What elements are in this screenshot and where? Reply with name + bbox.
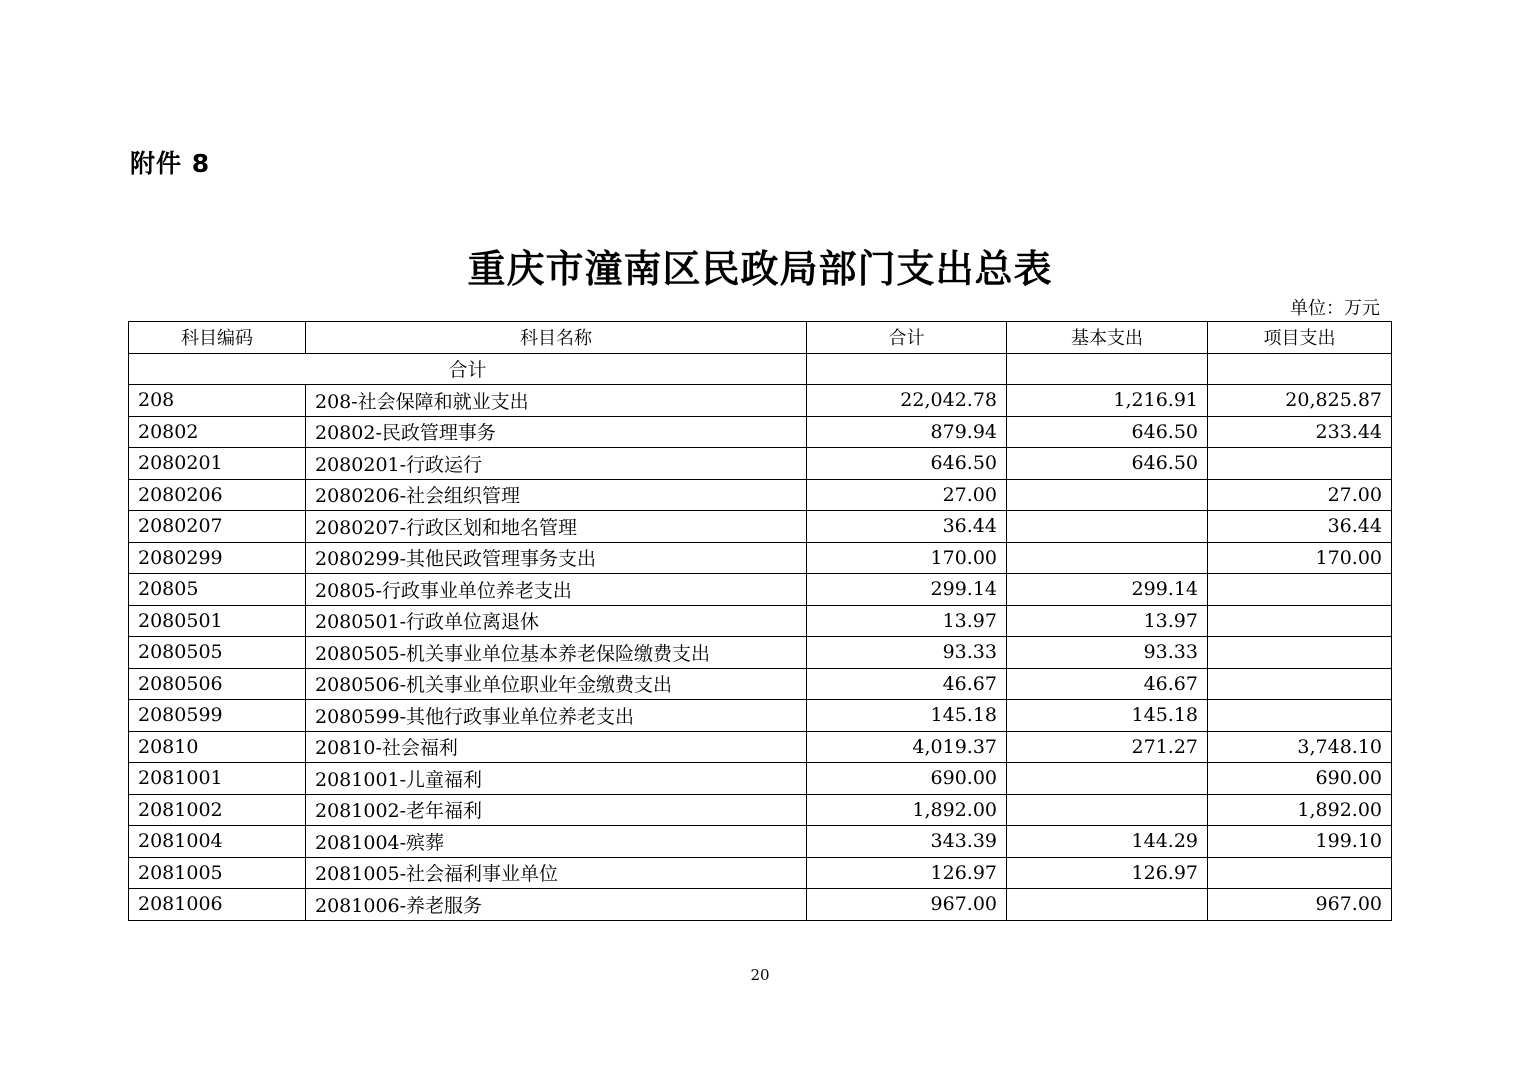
cell-basic: 646.50: [1007, 448, 1208, 480]
cell-project: [1208, 700, 1392, 732]
cell-name: 20805-行政事业单位养老支出: [306, 574, 807, 606]
cell-basic: [1007, 479, 1208, 511]
cell-project: 27.00: [1208, 479, 1392, 511]
cell-project: [1208, 668, 1392, 700]
cell-code: 2081006: [129, 889, 306, 921]
cell-basic: 646.50: [1007, 416, 1208, 448]
cell-project: [1208, 448, 1392, 480]
cell-total: 646.50: [807, 448, 1007, 480]
cell-total: 879.94: [807, 416, 1007, 448]
cell-basic: 1,216.91: [1007, 385, 1208, 417]
cell-name: 2080501-行政单位离退休: [306, 605, 807, 637]
cell-project: 1,892.00: [1208, 794, 1392, 826]
cell-project: 3,748.10: [1208, 731, 1392, 763]
cell-name: 2080207-行政区划和地名管理: [306, 511, 807, 543]
cell-project: 36.44: [1208, 511, 1392, 543]
cell-total: 170.00: [807, 542, 1007, 574]
table-row: [129, 794, 1392, 826]
cell-name: 2081004-殡葬: [306, 826, 807, 858]
cell-code: 20805: [129, 574, 306, 606]
cell-total: 93.33: [807, 637, 1007, 669]
header-code: 科目编码: [129, 322, 306, 354]
cell-project: [1208, 574, 1392, 606]
cell-code: 2080505: [129, 637, 306, 669]
cell-total: 46.67: [807, 668, 1007, 700]
table-row: [129, 637, 1392, 669]
attachment-label: 附件 8: [130, 149, 211, 178]
page-title: 重庆市潼南区民政局部门支出总表: [467, 247, 1053, 291]
cell-basic: 93.33: [1007, 637, 1208, 669]
cell-total: 299.14: [807, 574, 1007, 606]
table-row: [129, 857, 1392, 889]
cell-project: [1208, 605, 1392, 637]
cell-total: 4,019.37: [807, 731, 1007, 763]
cell-name: 2081006-养老服务: [306, 889, 807, 921]
total-row-basic: [1007, 353, 1208, 385]
cell-code: 2080206: [129, 479, 306, 511]
table-row: [129, 605, 1392, 637]
cell-name: 20802-民政管理事务: [306, 416, 807, 448]
header-name: 科目名称: [306, 322, 807, 354]
table-row: [129, 448, 1392, 480]
table-row: [129, 826, 1392, 858]
cell-total: 22,042.78: [807, 385, 1007, 417]
cell-code: 2081001: [129, 763, 306, 795]
total-row-label: 合计: [129, 353, 807, 385]
table-row: [129, 889, 1392, 921]
table-row: [129, 700, 1392, 732]
cell-total: 145.18: [807, 700, 1007, 732]
cell-project: 967.00: [1208, 889, 1392, 921]
cell-name: 2080201-行政运行: [306, 448, 807, 480]
table-row: [129, 763, 1392, 795]
cell-basic: [1007, 542, 1208, 574]
cell-total: 27.00: [807, 479, 1007, 511]
cell-project: [1208, 637, 1392, 669]
cell-basic: [1007, 794, 1208, 826]
cell-project: [1208, 857, 1392, 889]
cell-name: 2080206-社会组织管理: [306, 479, 807, 511]
cell-name: 2080299-其他民政管理事务支出: [306, 542, 807, 574]
cell-project: 20,825.87: [1208, 385, 1392, 417]
table-row: [129, 385, 1392, 417]
header-project: 项目支出: [1208, 322, 1392, 354]
cell-code: 2080501: [129, 605, 306, 637]
page-number: 20: [750, 966, 770, 984]
cell-name: 2080599-其他行政事业单位养老支出: [306, 700, 807, 732]
cell-code: 2080506: [129, 668, 306, 700]
cell-basic: [1007, 889, 1208, 921]
cell-name: 20810-社会福利: [306, 731, 807, 763]
total-row: [129, 353, 1392, 385]
cell-total: 343.39: [807, 826, 1007, 858]
table-row: [129, 542, 1392, 574]
total-row-project: [1208, 353, 1392, 385]
cell-basic: 145.18: [1007, 700, 1208, 732]
total-row-total: [807, 353, 1007, 385]
cell-code: 2081005: [129, 857, 306, 889]
cell-basic: 299.14: [1007, 574, 1208, 606]
cell-total: 690.00: [807, 763, 1007, 795]
cell-project: 199.10: [1208, 826, 1392, 858]
cell-code: 20810: [129, 731, 306, 763]
cell-basic: 126.97: [1007, 857, 1208, 889]
header-total: 合计: [807, 322, 1007, 354]
cell-project: 233.44: [1208, 416, 1392, 448]
cell-name: 2080505-机关事业单位基本养老保险缴费支出: [306, 637, 807, 669]
cell-project: 690.00: [1208, 763, 1392, 795]
cell-code: 2080299: [129, 542, 306, 574]
cell-code: 2080207: [129, 511, 306, 543]
expenditure-table: [128, 321, 1392, 921]
cell-name: 2081002-老年福利: [306, 794, 807, 826]
cell-code: 2081002: [129, 794, 306, 826]
header-basic: 基本支出: [1007, 322, 1208, 354]
cell-code: 20802: [129, 416, 306, 448]
cell-basic: [1007, 511, 1208, 543]
table-row: [129, 574, 1392, 606]
cell-project: 170.00: [1208, 542, 1392, 574]
cell-basic: 144.29: [1007, 826, 1208, 858]
cell-code: 2080201: [129, 448, 306, 480]
table-row: [129, 479, 1392, 511]
cell-total: 36.44: [807, 511, 1007, 543]
cell-name: 2081001-儿童福利: [306, 763, 807, 795]
cell-basic: 13.97: [1007, 605, 1208, 637]
cell-code: 2080599: [129, 700, 306, 732]
cell-name: 2080506-机关事业单位职业年金缴费支出: [306, 668, 807, 700]
table-row: [129, 416, 1392, 448]
cell-name: 2081005-社会福利事业单位: [306, 857, 807, 889]
table-row: [129, 511, 1392, 543]
cell-basic: 271.27: [1007, 731, 1208, 763]
cell-basic: 46.67: [1007, 668, 1208, 700]
unit-label: 单位：万元: [1290, 298, 1380, 319]
table-row: [129, 668, 1392, 700]
cell-code: 208: [129, 385, 306, 417]
table-row: [129, 731, 1392, 763]
cell-total: 13.97: [807, 605, 1007, 637]
cell-code: 2081004: [129, 826, 306, 858]
cell-total: 126.97: [807, 857, 1007, 889]
table-header-row: [129, 322, 1392, 354]
cell-total: 967.00: [807, 889, 1007, 921]
cell-total: 1,892.00: [807, 794, 1007, 826]
cell-name: 208-社会保障和就业支出: [306, 385, 807, 417]
cell-basic: [1007, 763, 1208, 795]
